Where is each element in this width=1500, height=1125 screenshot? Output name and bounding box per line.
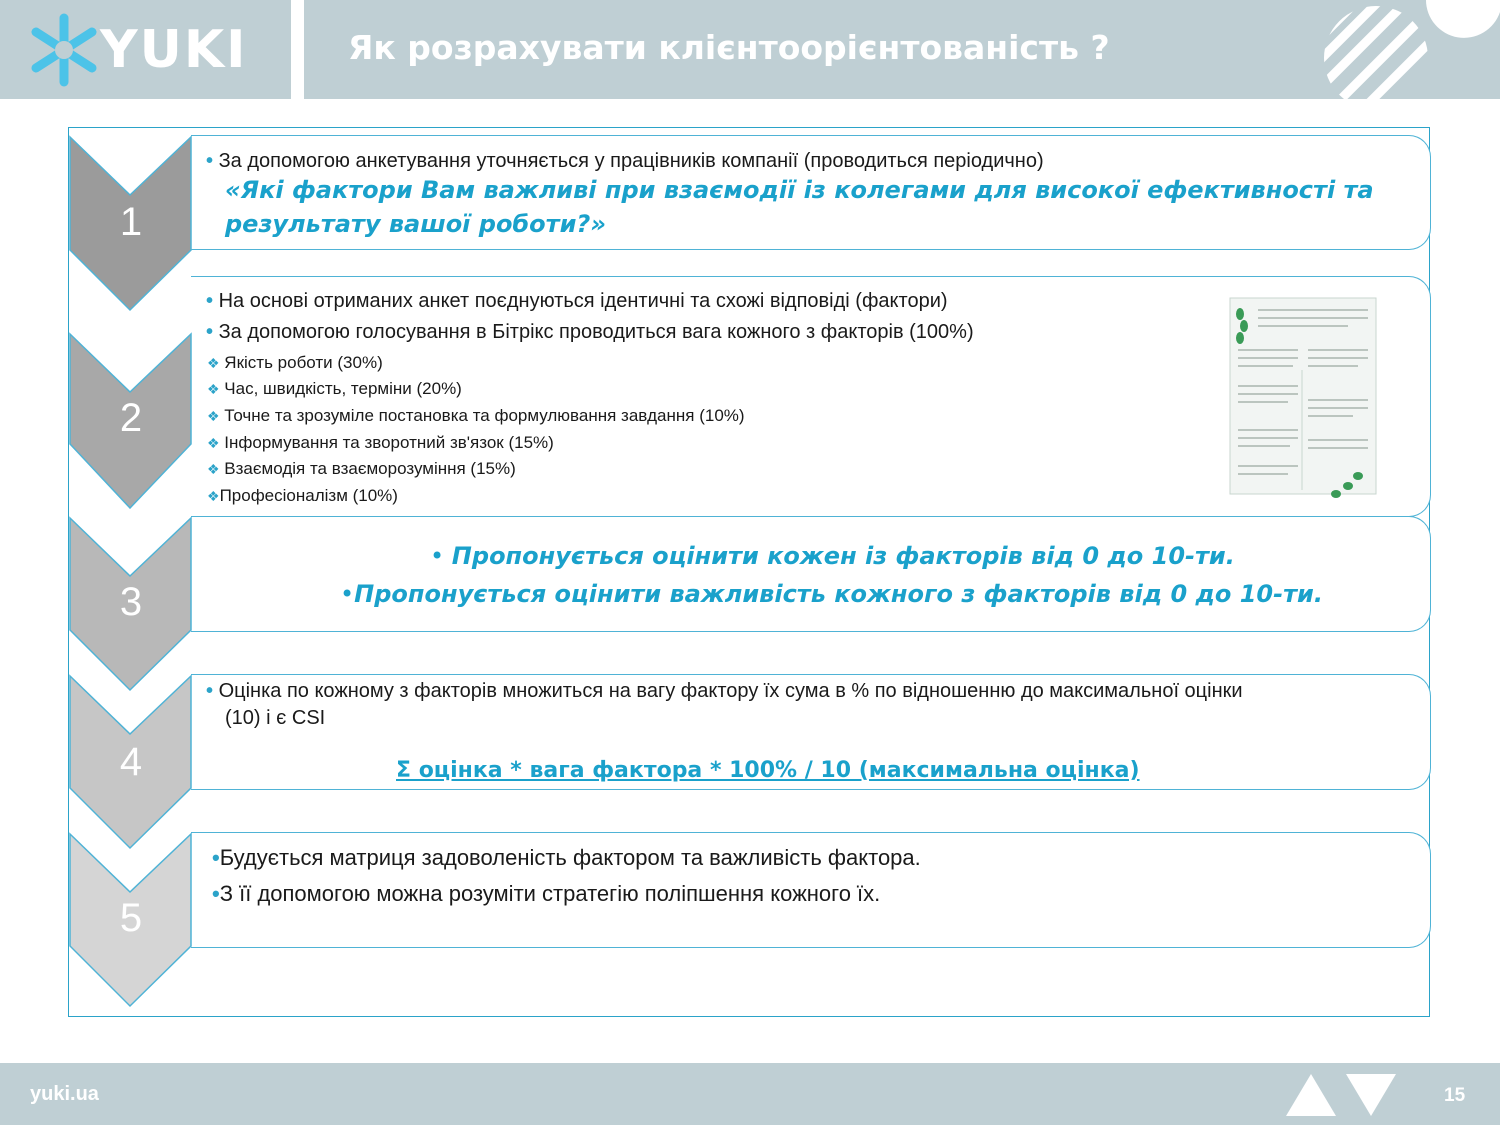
brand-name: YUKI — [100, 20, 248, 80]
step-3-line-2: •Пропонується оцінити важливість кожного з факторів від 0 до 10-ти. — [340, 580, 1323, 608]
step-1-question-line-1: «Які фактори Вам важливі при взаємодії із колегами для високої ефективності та — [225, 176, 1374, 204]
step-4-line-2: (10) і є CSI — [225, 707, 326, 729]
step-2-factor-6: ❖Професіоналізм (10%) — [207, 486, 398, 505]
step-1-question-line-2: результату вашої роботи?» — [225, 210, 606, 238]
triangle-up-icon — [1286, 1074, 1336, 1116]
footer-url[interactable]: yuki.ua — [30, 1083, 99, 1105]
csi-formula: Σ оцінка * вага фактора * 100% / 10 (максимальна оцінка) — [396, 758, 1140, 783]
step-2-factor-2: ❖ Час, швидкість, терміни (20%) — [207, 379, 462, 398]
page-title: Як розрахувати клієнтоорієнтованість ? — [348, 28, 1110, 67]
triangle-down-icon — [1346, 1074, 1396, 1116]
step-5-line-1: •Будується матриця задоволеність фактором та важливість фактора. — [212, 845, 921, 870]
page-number: 15 — [1444, 1085, 1466, 1106]
step-2-factor-5: ❖ Взаємодія та взаєморозуміння (15%) — [207, 459, 516, 478]
step-2-factor-4: ❖ Інформування та зворотний зв'язок (15%) — [207, 433, 554, 452]
document-thumbnail-icon — [1228, 290, 1378, 510]
step-2-bullet-1: • На основі отриманих анкет поєднуються ідентичні та схожі відповіді (фактори) — [206, 290, 948, 312]
step-4-line-1: • Оцінка по кожному з факторів множиться на вагу фактору їх сума в % по відношенню до максимальної оцінки — [206, 680, 1243, 702]
step-1-line-1: • За допомогою анкетування уточняється у працівників компанії (проводиться періодично) — [206, 150, 1044, 172]
step-3-number: 3 — [119, 580, 143, 624]
step-4-number: 4 — [119, 740, 143, 784]
step-2-number: 2 — [119, 396, 143, 440]
footer-navigation — [1284, 1072, 1399, 1117]
footer-bar — [0, 1063, 1500, 1125]
step-3-line-1: • Пропонується оцінити кожен із факторів від 0 до 10-ти. — [430, 542, 1235, 570]
step-2-factor-3: ❖ Точне та зрозуміле постановка та формулювання завдання (10%) — [207, 406, 745, 425]
step-5-number: 5 — [119, 896, 143, 940]
step-5-line-2: •З її допомогою можна розуміти стратегію поліпшення кожного їх. — [212, 881, 881, 906]
step-2-bullet-2: • За допомогою голосування в Бітрікс проводиться вага кожного з факторів (100%) — [206, 321, 974, 343]
step-2-factor-1: ❖ Якість роботи (30%) — [207, 353, 383, 372]
step-1-number: 1 — [119, 200, 143, 244]
